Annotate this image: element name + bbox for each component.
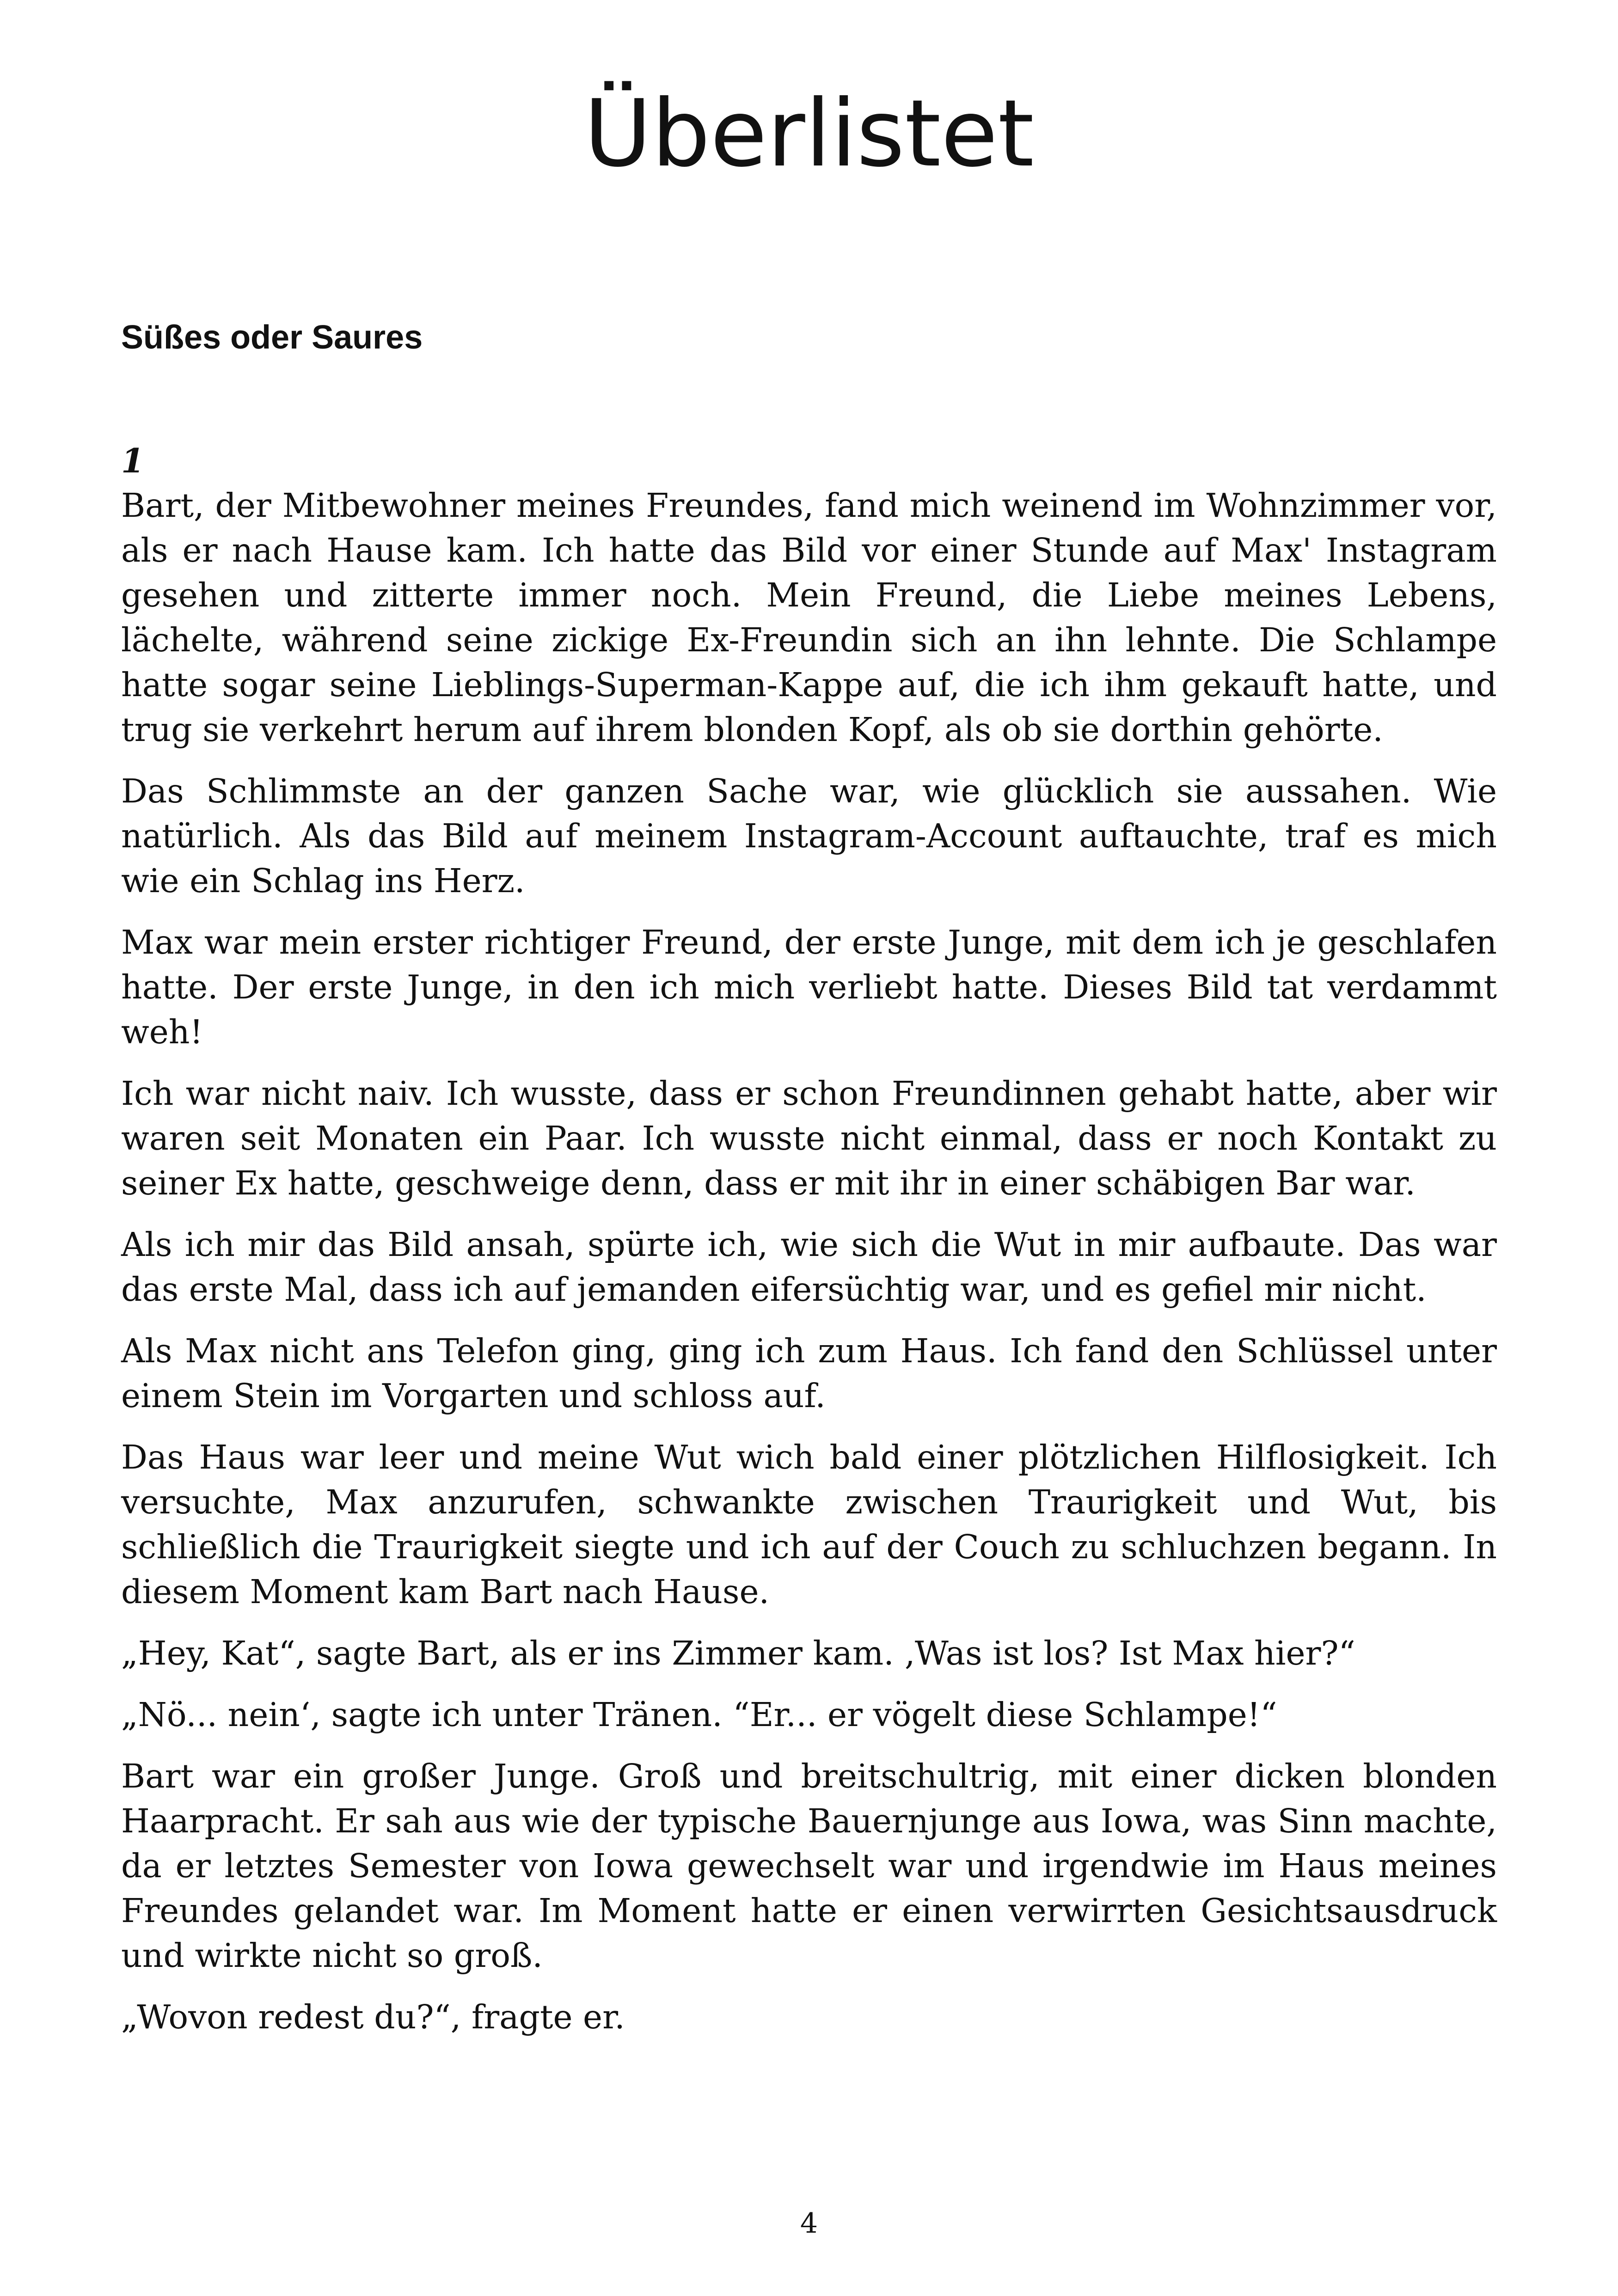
paragraph: Max war mein erster richtiger Freund, der erste Junge, mit dem ich je geschlafen hatte. Der erste Junge, in den ich mich verliebt hatte. Dieses Bild tat verdammt weh! [121, 923, 1497, 1051]
chapter-title: Süßes oder Saures [121, 319, 423, 356]
dialogue-paragraph: „Wovon redest du?“, fragte er. [121, 1998, 625, 2036]
section-number: 1 [121, 441, 145, 480]
dialogue-paragraph: „Hey, Kat“, sagte Bart, als er ins Zimmer kam. ‚Was ist los? Ist Max hier?“ [121, 1634, 1355, 1672]
paragraph: Bart war ein großer Junge. Groß und breitschultrig, mit einer dicken blonden Haarpracht. Er sah aus wie der typische Bauernjunge aus Iowa, was Sinn machte, da er letztes Semester von Iowa gewechselt war und irgendwie im Haus meines Freundes gelandet war. Im Moment hatte er einen verwirrten Gesichtsausdruck und wirkte nicht so groß. [121, 1757, 1497, 1975]
dialogue-paragraph: „Nö... nein‘, sagte ich unter Tränen. “Er... er vögelt diese Schlampe!“ [121, 1696, 1277, 1734]
document-title: Überlistet [584, 80, 1034, 188]
paragraph: Das Schlimmste an der ganzen Sache war, wie glücklich sie aussahen. Wie natürlich. Als das Bild auf meinem Instagram-Account auftauchte, traf es mich wie ein Schlag ins Herz. [121, 772, 1497, 900]
body-text [121, 438, 1497, 2056]
paragraph: Als ich mir das Bild ansah, spürte ich, wie sich die Wut in mir aufbaute. Das war das erste Mal, dass ich auf jemanden eifersüchtig war, und es gefiel mir nicht. [121, 1225, 1497, 1309]
paragraph: Das Haus war leer und meine Wut wich bald einer plötzlichen Hilflosigkeit. Ich versuchte, Max anzurufen, schwankte zwischen Traurigkeit und Wut, bis schließlich die Traurigkeit siegte und ich auf der Couch zu schluchzen begann. In diesem Moment kam Bart nach Hause. [121, 1438, 1497, 1611]
paragraph: Bart, der Mitbewohner meines Freundes, fand mich weinend im Wohnzimmer vor, als er nach Hause kam. Ich hatte das Bild vor einer Stunde auf Max' Instagram gesehen und zitterte immer noch. Mein Freund, die Liebe meines Lebens, lächelte, während seine zickige Ex-Freundin sich an ihn lehnte. Die Schlampe hatte sogar seine Lieblings-Superman-Kappe auf, die ich ihm gekauft hatte, und trug sie verkehrt herum auf ihrem blonden Kopf, als ob sie dorthin gehörte. [121, 486, 1497, 749]
page-number: 4 [800, 2207, 818, 2240]
paragraph: Als Max nicht ans Telefon ging, ging ich zum Haus. Ich fand den Schlüssel unter einem Stein im Vorgarten und schloss auf. [121, 1332, 1497, 1415]
paragraph: Ich war nicht naiv. Ich wusste, dass er schon Freundinnen gehabt hatte, aber wir waren seit Monaten ein Paar. Ich wusste nicht einmal, dass er noch Kontakt zu seiner Ex hatte, geschweige denn, dass er mit ihr in einer schäbigen Bar war. [121, 1074, 1497, 1202]
